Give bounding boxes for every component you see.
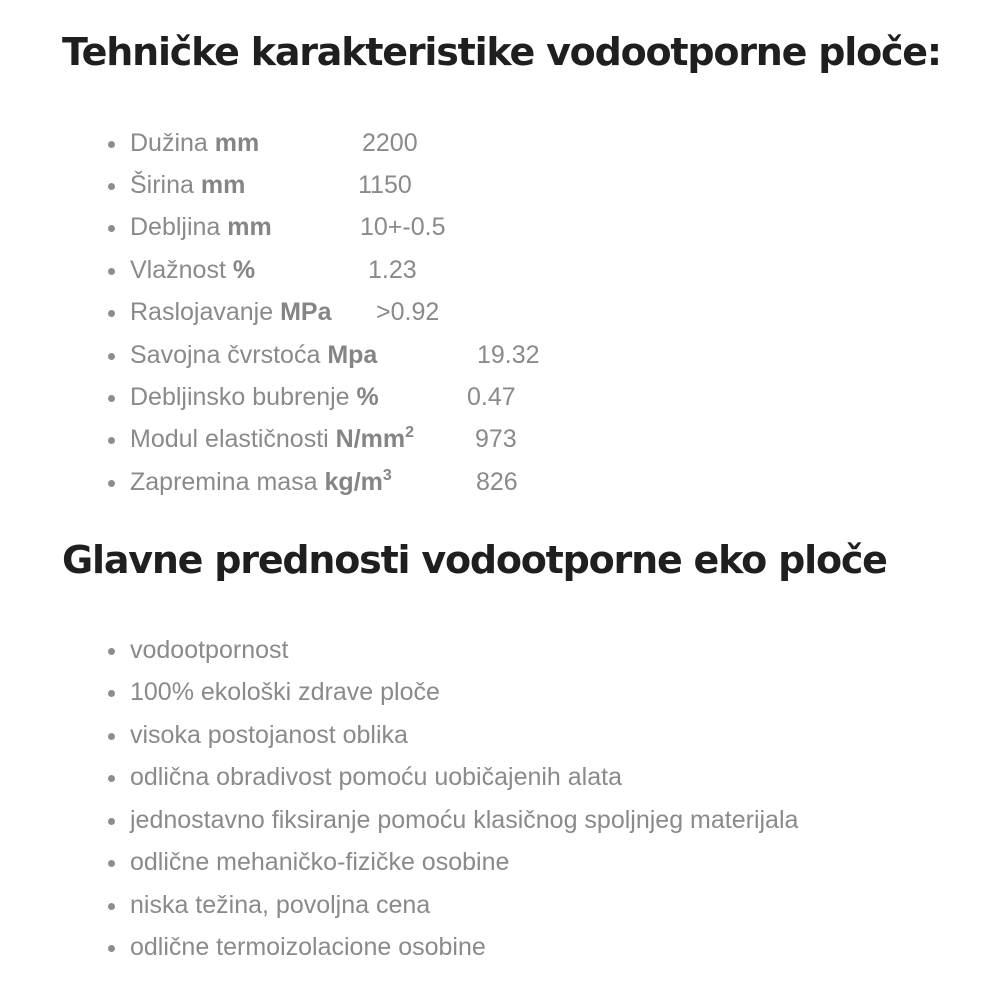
spec-value: >0.92	[376, 298, 440, 326]
spec-label: Savojna čvrstoća Mpa	[130, 341, 378, 369]
bullet-icon	[108, 268, 115, 275]
bullet-icon	[108, 775, 115, 782]
bullet-icon	[108, 437, 115, 444]
bullet-icon	[108, 690, 115, 697]
specs-heading: Tehničke karakteristike vodootporne ploče:	[62, 30, 941, 74]
benefit-text: 100% ekološki zdrave ploče	[130, 678, 440, 706]
spec-value: 1.23	[368, 256, 417, 284]
spec-unit: mm	[214, 129, 260, 157]
bullet-icon	[108, 310, 115, 317]
spec-unit: MPa	[280, 298, 332, 326]
spec-label: Debljinsko bubrenje %	[130, 383, 379, 411]
bullet-icon	[108, 903, 115, 910]
benefit-text: odlična obradivost pomoću uobičajenih alata	[130, 763, 622, 791]
spec-unit: $kg/m^3$	[324, 467, 392, 496]
spec-value: 0.47	[467, 383, 516, 411]
spec-value: 973	[475, 425, 517, 453]
bullet-icon	[108, 818, 115, 825]
bullet-icon	[108, 480, 115, 487]
spec-value: 19.32	[477, 341, 540, 369]
spec-unit: mm	[227, 213, 272, 241]
spec-label: Vlažnost %	[130, 256, 256, 284]
spec-label: Dužina mm	[130, 129, 260, 157]
benefits-heading: Glavne prednosti vodootporne eko ploče	[62, 538, 887, 582]
benefit-text: odlične termoizolacione osobine	[130, 933, 486, 961]
bullet-icon	[108, 183, 115, 190]
spec-unit: %	[232, 256, 256, 284]
spec-value: 826	[476, 468, 518, 496]
bullet-icon	[108, 395, 115, 402]
spec-label: Raslojavanje MPa	[130, 298, 332, 326]
benefit-text: visoka postojanost oblika	[130, 721, 408, 749]
spec-value: 2200	[362, 129, 418, 157]
bullet-icon	[108, 648, 115, 655]
bullet-icon	[108, 141, 115, 148]
spec-label: Širina mm	[130, 171, 246, 199]
spec-unit: Mpa	[327, 341, 378, 369]
spec-unit: %	[356, 383, 379, 411]
spec-unit: $N/mm^2$	[335, 424, 415, 453]
spec-label: Debljina mm	[130, 213, 272, 241]
benefit-text: odlične mehaničko-fizičke osobine	[130, 848, 510, 876]
spec-unit: mm	[200, 171, 246, 199]
spec-value: 10+-0.5	[360, 213, 446, 241]
bullet-icon	[108, 353, 115, 360]
benefit-text: jednostavno fiksiranje pomoću klasičnog spoljnjeg materijala	[130, 806, 799, 834]
bullet-icon	[108, 225, 115, 232]
spec-value: 1150	[358, 171, 412, 199]
bullet-icon	[108, 945, 115, 952]
spec-label: Zapremina masa $kg/m^3$	[130, 467, 392, 496]
bullet-icon	[108, 860, 115, 867]
benefit-text: vodootpornost	[130, 636, 289, 664]
benefit-text: niska težina, povoljna cena	[130, 891, 431, 919]
spec-label: Modul elastičnosti $N/mm^2$	[130, 424, 415, 453]
bullet-icon	[108, 733, 115, 740]
